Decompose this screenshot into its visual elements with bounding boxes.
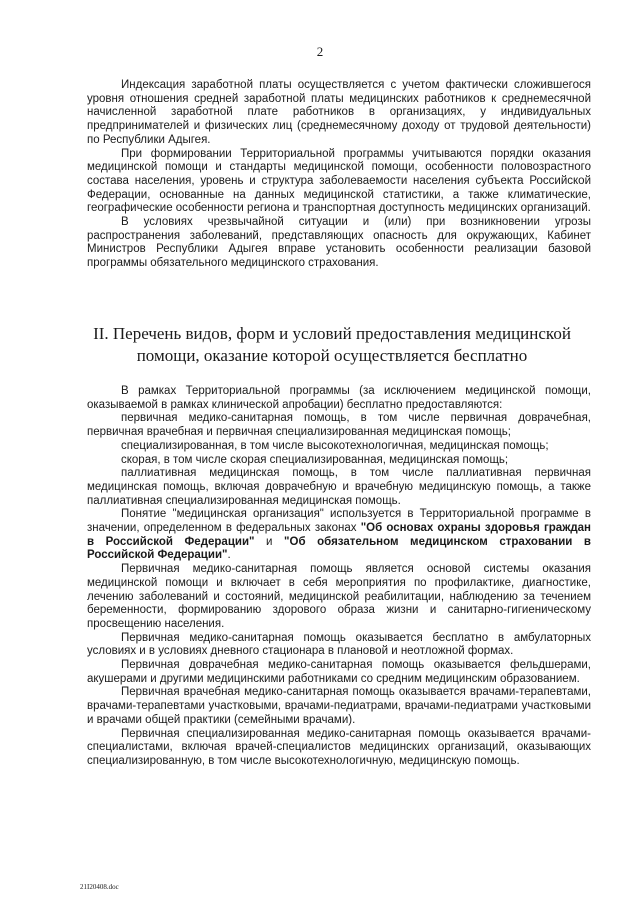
list-item: специализированная, в том числе высокотехнологичная, медицинская помощь; xyxy=(121,439,549,452)
list-item: паллиативная медицинская помощь, в том числе паллиативная первичная медицинская помощь, включая доврачебную и врачебную медицинскую помощь, а также паллиативная специализированная медицинская помощь. xyxy=(87,467,591,507)
paragraph: Первичная специализированная медико-санитарная помощь оказывается врачами-специалистами, включая врачей-специалистов медицинских организаций, оказывающих специализированную, в том числе высокотехнологичную, медицинскую помощь. xyxy=(87,727,591,767)
law-title: "Об обязательном медицинском страховании в Российской Федерации" xyxy=(87,535,591,562)
footer-filename: 21I20408.doc xyxy=(80,883,119,891)
paragraph: В рамках Территориальной программы (за исключением медицинской помощи, оказываемой в рамках клинической апробации) бесплатно предоставляются: xyxy=(87,385,591,411)
text-run: и xyxy=(254,535,285,548)
paragraph: При формировании Территориальной программы учитываются порядки оказания медицинской помощи и стандарты медицинской помощи, особенности половозрастного состава населения, уровень и структура заболеваемости населения субъекта Российской Федерации, основанные на данных медицинской статистики, а также климатические, географические особенности региона и транспортная доступность медицинских организаций. xyxy=(87,147,591,215)
paragraph: Первичная доврачебная медико-санитарная помощь оказывается фельдшерами, акушерами и другими медицинскими работниками со средним медицинским образованием. xyxy=(87,659,591,685)
law-title: "Об основах охраны здоровья граждан в Российской Федерации" xyxy=(87,522,591,548)
paragraph: Индексация заработной платы осуществляется с учетом фактически сложившегося уровня отношения средней заработной платы медицинских работников к среднемесячной начисленной заработной плате работников в организациях, у индивидуальных предпринимателей и физических лиц (среднемесячному доходу от трудовой деятельности) по Республики Адыгея. xyxy=(87,79,591,146)
text-run: . xyxy=(227,549,231,562)
section-heading-line: помощи, оказание которой осуществляется бесплатно xyxy=(136,346,528,365)
section-heading-line: II. Перечень видов, форм и условий предоставления медицинской xyxy=(93,324,571,343)
paragraph-law-reference xyxy=(87,508,591,563)
list-item: скорая, в том числе скорая специализированная, медицинская помощь; xyxy=(121,453,509,466)
text-run: Понятие "медицинская организация" используется в Территориальной программе в значении, определенном в федеральных законах xyxy=(87,508,591,535)
list-item: первичная медико-санитарная помощь, в том числе первичная доврачебная, первичная врачебная и первичная специализированная медицинская помощь; xyxy=(87,412,591,439)
page-number: 2 xyxy=(316,44,324,59)
paragraph: Первичная медико-санитарная помощь является основой системы оказания медицинской помощи и включает в себя мероприятия по профилактике, диагностике, лечению заболеваний и состояний, медицинской реабилитации, наблюдению за течением беременности, формированию здорового образа жизни и санитарно-гигиеническому просвещению населения. xyxy=(87,563,591,630)
intro-block xyxy=(87,79,591,271)
paragraph: Первичная медико-санитарная помощь оказывается бесплатно в амбулаторных условиях и в условиях дневного стационара в плановой и неотложной формах. xyxy=(87,631,591,658)
section-heading xyxy=(70,323,594,367)
main-block xyxy=(87,385,591,769)
paragraph: В условиях чрезвычайной ситуации и (или) при возникновении угрозы распространения заболеваний, представляющих опасность для окружающих, Кабинет Министров Республики Адыгея вправе установить особенности реализации базовой программы обязательного медицинского страхования. xyxy=(87,216,591,270)
paragraph: Первичная врачебная медико-санитарная помощь оказывается врачами-терапевтами, врачами-терапевтами участковыми, врачами-педиатрами, врачами-педиатрами участковыми и врачами общей практики (семейными врачами). xyxy=(87,686,591,726)
